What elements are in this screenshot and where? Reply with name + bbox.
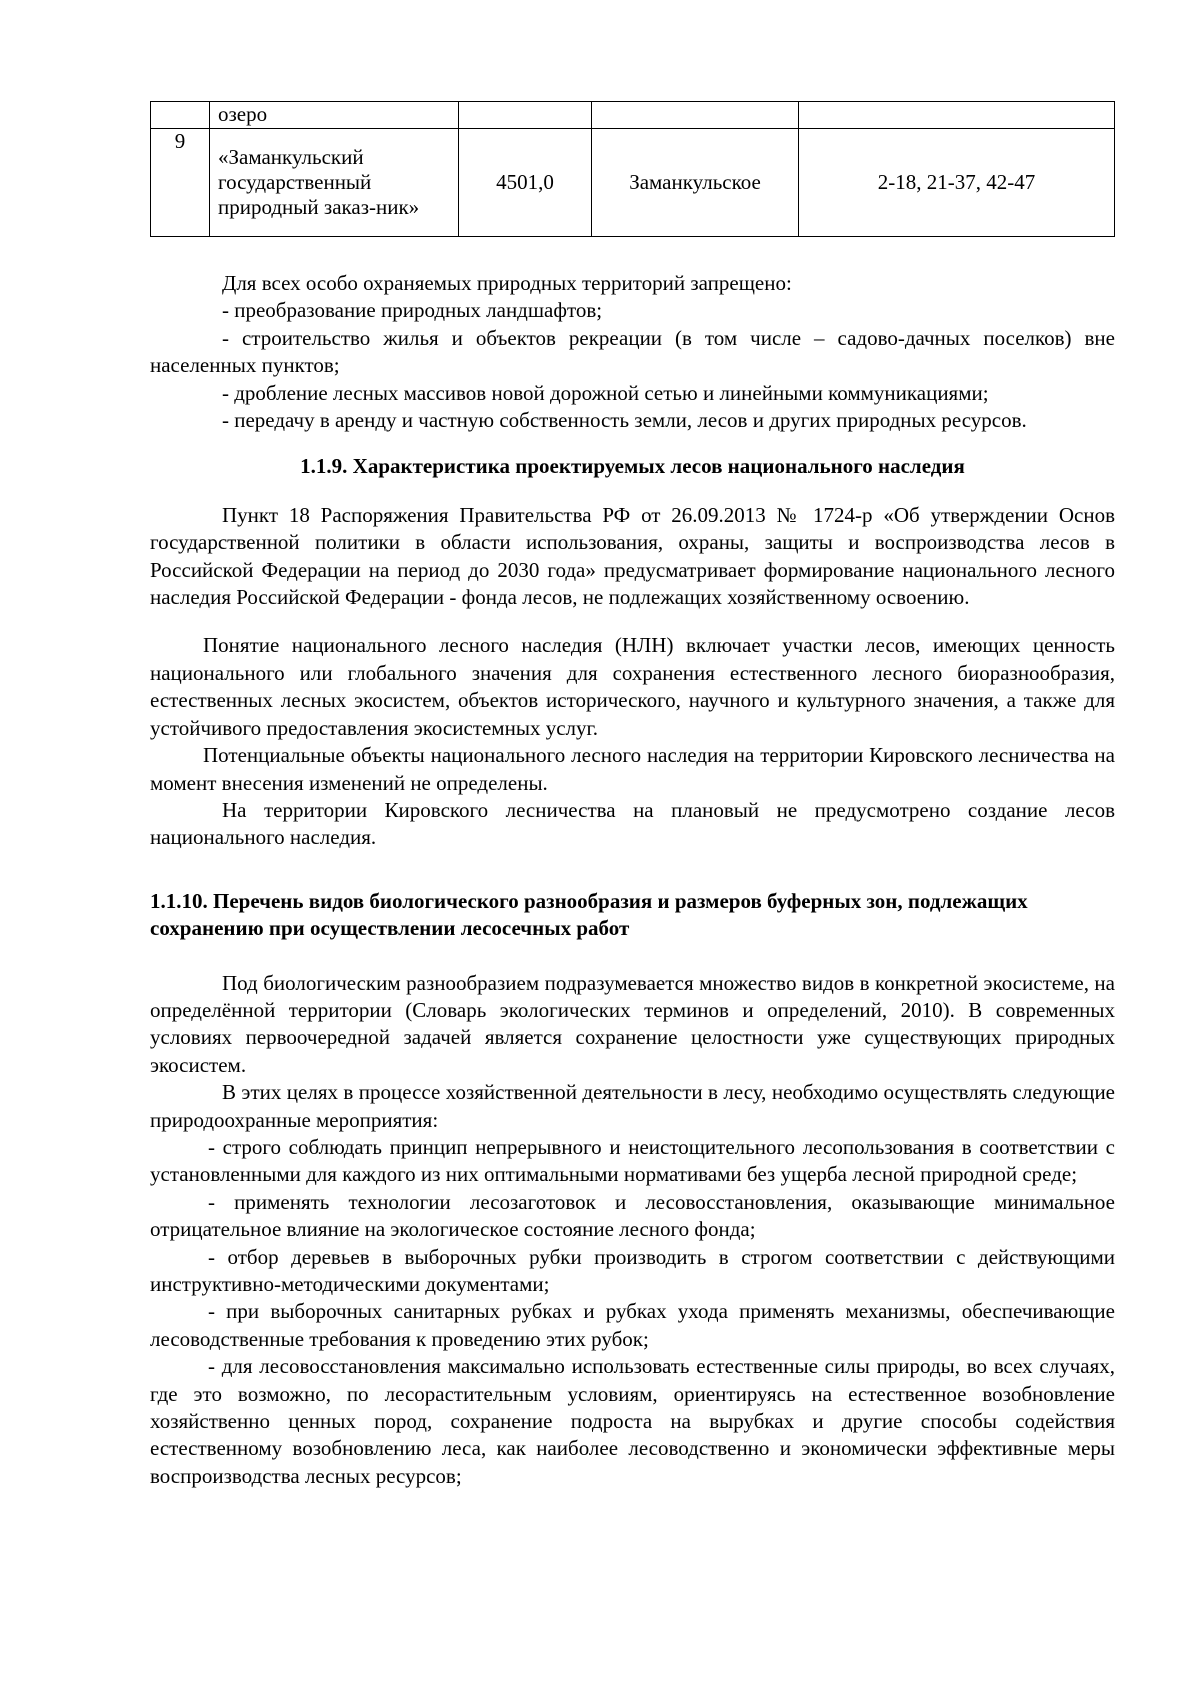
cell-name: «Заманкульский государственный природный заказ-ник» xyxy=(210,129,459,237)
table-row xyxy=(151,102,1115,129)
table-row xyxy=(151,129,1115,237)
document-body xyxy=(150,270,1115,1490)
list-item: - строго соблюдать принцип непрерывного и неистощительного лесопользования в соответствии с установленными для каждого из них оптимальными нормативами без ущерба лесной природной среде; xyxy=(150,1134,1115,1187)
list-item: - передачу в аренду и частную собственность земли, лесов и других природных ресурсов. xyxy=(222,408,1027,433)
list-item: - преобразование природных ландшафтов; xyxy=(222,298,603,323)
paragraph: Понятие национального лесного наследия (НЛН) включает участки лесов, имеющих ценность национального или глобального значения для сохранения естественного лесного биоразнообразия, естественных лесных экосистем, объектов исторического, научного и культурного значения, а также для устойчивого предоставления экосистемных услуг. xyxy=(150,633,1115,740)
section-heading: 1.1.9. Характеристика проектируемых лесов национального наследия xyxy=(300,454,965,479)
cell-forestry xyxy=(592,102,799,129)
list-item: - при выборочных санитарных рубках и рубках ухода применять механизмы, обеспечивающие лесоводственные требования к проведению этих рубок; xyxy=(150,1299,1115,1351)
cell-quarters: 2-18, 21-37, 42-47 xyxy=(799,129,1115,237)
paragraph: В этих целях в процессе хозяйственной деятельности в лесу, необходимо осуществлять следующие природоохранные мероприятия: xyxy=(150,1080,1115,1132)
cell-area: 4501,0 xyxy=(459,129,592,237)
paragraph: Под биологическим разнообразием подразумевается множество видов в конкретной экосистеме, на определённой территории (Словарь экологических терминов и определений, 2010). В современных условиях первоочередной задачей является сохранение целостности уже существующих природных экосистем. xyxy=(150,970,1115,1077)
cell-name: озеро xyxy=(210,102,459,129)
section-heading: 1.1.10. Перечень видов биологического разнообразия и размеров буферных зон, подлежащих сохранению при осуществлении лесосечных работ xyxy=(150,888,1028,941)
cell-area xyxy=(459,102,592,129)
paragraph: Для всех особо охраняемых природных территорий запрещено: xyxy=(222,271,792,295)
cell-forestry: Заманкульское xyxy=(592,129,799,237)
list-item: - строительство жилья и объектов рекреации (в том числе – садово-дачных поселков) вне населенных пунктов; xyxy=(150,325,1115,378)
cell-num: 9 xyxy=(151,129,210,237)
list-item: - отбор деревьев в выборочных рубки производить в строгом соответствии с действующими инструктивно-методическими документами; xyxy=(150,1244,1115,1296)
list-item: - применять технологии лесозаготовок и лесовосстановления, оказывающие минимальное отрицательное влияние на экологическое состояние лесного фонда; xyxy=(150,1189,1115,1242)
list-item: - дробление лесных массивов новой дорожной сетью и линейными коммуникациями; xyxy=(222,380,989,405)
list-item: - для лесовосстановления максимально использовать естественные силы природы, во всех случаях, где это возможно, по лесорастительным условиям, ориентируясь на естественное возобновление хозяйственно ценных пород, сохранение подроста на вырубках и другие способы содействия естественному возобновлению леса, как наиболее лесоводственно и экономически эффективные меры воспроизводства лесных ресурсов; xyxy=(150,1354,1115,1488)
cell-quarters xyxy=(799,102,1115,129)
paragraph: Потенциальные объекты национального лесного наследия на территории Кировского лесничества на момент внесения изменений не определены. xyxy=(150,743,1115,795)
protected-areas-table xyxy=(150,101,1115,237)
paragraph: Пункт 18 Распоряжения Правительства РФ от 26.09.2013 № 1724-р «Об утверждении Основ государственной политики в области использования, охраны, защиты и воспроизводства лесов в Российской Федерации на период до 2030 года» предусматривает формирование национального лесного наследия Российской Федерации - фонда лесов, не подлежащих хозяйственному освоению. xyxy=(150,502,1115,610)
cell-num xyxy=(151,102,210,129)
paragraph: На территории Кировского лесничества на плановый не предусмотрено создание лесов национального наследия. xyxy=(150,797,1115,850)
